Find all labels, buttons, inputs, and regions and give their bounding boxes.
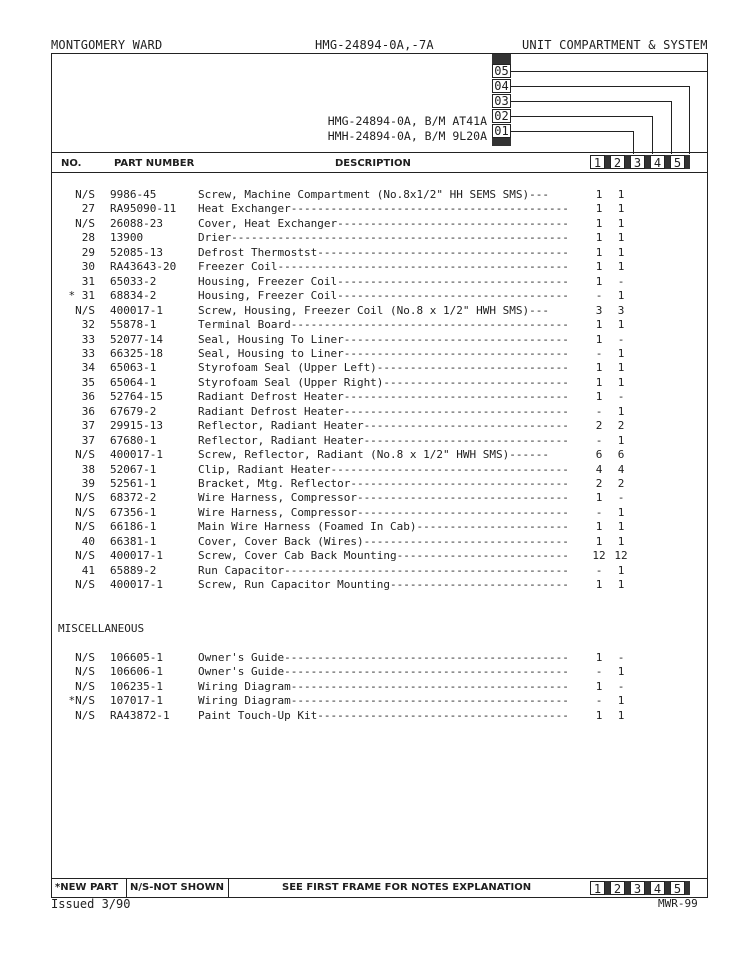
table-row xyxy=(52,506,707,521)
qty-col-1: 4 xyxy=(595,462,603,476)
misc-section-title: MISCELLANEOUS xyxy=(58,622,145,635)
description: Defrost Thermostst-------------------------------------- xyxy=(198,245,569,259)
table-row xyxy=(52,246,707,261)
qty-col-1: 12 xyxy=(592,549,606,563)
table-row xyxy=(52,709,707,724)
table-row xyxy=(52,520,707,535)
description: Reflector, Radiant Heater------------------------------- xyxy=(198,433,569,447)
column-header-description: DESCRIPTION xyxy=(335,158,411,169)
table-row xyxy=(52,491,707,506)
table-row xyxy=(52,419,707,434)
qty-col-1: 1 xyxy=(595,520,603,534)
part-number: 13900 xyxy=(110,231,144,245)
qty-col-2: 1 xyxy=(617,505,625,519)
item-number: N/S xyxy=(75,549,95,563)
part-number: 66186-1 xyxy=(110,520,157,534)
table-row xyxy=(52,260,707,275)
item-number: 39 xyxy=(81,477,95,490)
divider xyxy=(126,879,127,898)
table-row xyxy=(52,405,707,420)
item-number: N/S xyxy=(75,505,95,519)
part-number: 65033-2 xyxy=(110,274,157,288)
notes-explanation: SEE FIRST FRAME FOR NOTES EXPLANATION xyxy=(282,882,532,893)
qty-column-5: 5 xyxy=(670,881,685,895)
qty-col-2: 1 xyxy=(617,534,625,548)
qty-col-2: 12 xyxy=(614,549,628,563)
description: Wire Harness, Compressor-------------------------------- xyxy=(198,491,569,505)
description: Styrofoam Seal (Upper Right)---------------------------- xyxy=(198,375,569,389)
qty-column-4: 4 xyxy=(650,881,665,895)
item-number: N/S xyxy=(75,651,95,664)
description: Housing, Freezer Coil----------------------------------- xyxy=(198,289,569,303)
description: Wiring Diagram------------------------------------------ xyxy=(198,694,569,708)
description: Seal, Housing to Liner---------------------------------- xyxy=(198,346,569,360)
item-number: * 31 xyxy=(68,289,95,303)
part-number: 68834-2 xyxy=(110,289,157,303)
column-header-no: NO. xyxy=(61,158,82,169)
table-row xyxy=(52,651,707,666)
qty-col-1: - xyxy=(595,505,603,519)
description: Radiant Defrost Heater---------------------------------- xyxy=(198,390,569,404)
description: Paint Touch-Up Kit-------------------------------------- xyxy=(198,708,569,722)
description: Screw, Cover Cab Back Mounting-------------------------- xyxy=(198,549,569,563)
table-row xyxy=(52,535,707,550)
model-code-box: 02 xyxy=(492,109,511,123)
table-row xyxy=(52,333,707,348)
leader-line xyxy=(689,86,690,154)
item-number: N/S xyxy=(75,216,95,230)
qty-col-2: 2 xyxy=(617,477,625,490)
item-number: N/S xyxy=(75,679,95,693)
description: Bracket, Mtg. Reflector--------------------------------- xyxy=(198,477,569,490)
table-row xyxy=(52,549,707,564)
part-number: 400017-1 xyxy=(110,549,163,563)
model-code-box: 03 xyxy=(492,94,511,108)
item-number: 38 xyxy=(81,462,95,476)
description: Screw, Run Capacitor Mounting--------------------------- xyxy=(198,578,569,592)
qty-column-3: 3 xyxy=(630,155,645,169)
qty-col-2: 1 xyxy=(617,708,625,722)
qty-col-2: 1 xyxy=(617,188,625,201)
table-row xyxy=(52,289,707,304)
part-number: 106605-1 xyxy=(110,651,163,664)
qty-col-2: 1 xyxy=(617,231,625,245)
table-row xyxy=(52,188,707,203)
table-row xyxy=(52,564,707,579)
parts-list-frame xyxy=(51,53,708,898)
qty-col-1: 1 xyxy=(595,188,603,201)
item-number: N/S xyxy=(75,708,95,722)
description: Styrofoam Seal (Upper Left)----------------------------- xyxy=(198,361,569,375)
part-number: RA43643-20 xyxy=(110,260,177,274)
item-number: N/S xyxy=(75,520,95,534)
black-marker xyxy=(492,54,511,64)
part-number: 67680-1 xyxy=(110,433,157,447)
table-row xyxy=(52,275,707,290)
table-row xyxy=(52,578,707,593)
qty-col-1: - xyxy=(595,289,603,303)
item-number: 31 xyxy=(81,274,95,288)
description: Seal, Housing To Liner---------------------------------- xyxy=(198,332,569,346)
description: Cover, Heat Exchanger----------------------------------- xyxy=(198,216,569,230)
item-number: 33 xyxy=(81,346,95,360)
qty-col-1: 1 xyxy=(595,361,603,375)
qty-col-1: - xyxy=(595,404,603,418)
part-number: 65889-2 xyxy=(110,563,157,577)
model-code-box: 01 xyxy=(492,124,511,138)
brand-header: MONTGOMERY WARD xyxy=(51,38,163,52)
description: Screw, Machine Compartment (No.8x1/2" HH SEMS SMS)--- xyxy=(198,188,549,201)
qty-col-1: 1 xyxy=(595,491,603,505)
qty-column-2: 2 xyxy=(610,155,625,169)
part-number: RA43872-1 xyxy=(110,708,170,722)
qty-col-2: - xyxy=(617,274,625,288)
qty-col-1: - xyxy=(595,694,603,708)
qty-col-1: 1 xyxy=(595,318,603,332)
qty-col-1: 1 xyxy=(595,708,603,722)
qty-col-1: 1 xyxy=(595,332,603,346)
qty-col-2: 1 xyxy=(617,202,625,216)
part-number: 29915-13 xyxy=(110,419,163,433)
item-number: 37 xyxy=(81,419,95,433)
qty-col-2: 1 xyxy=(617,245,625,259)
qty-col-2: 1 xyxy=(617,346,625,360)
section-title: UNIT COMPARTMENT & SYSTEM xyxy=(522,38,708,52)
qty-col-1: 1 xyxy=(595,245,603,259)
qty-column-5: 5 xyxy=(670,155,685,169)
item-number: 37 xyxy=(81,433,95,447)
black-marker xyxy=(685,881,690,895)
qty-col-2: 3 xyxy=(617,303,625,317)
item-number: 30 xyxy=(81,260,95,274)
part-number: 106606-1 xyxy=(110,665,163,679)
qty-col-2: 2 xyxy=(617,419,625,433)
description: Screw, Reflector, Radiant (No.8 x 1/2" HWH SMS)------ xyxy=(198,448,549,462)
description: Wire Harness, Compressor-------------------------------- xyxy=(198,505,569,519)
page-number: MWR-99 xyxy=(658,897,698,910)
part-number: 68372-2 xyxy=(110,491,157,505)
qty-col-1: 1 xyxy=(595,578,603,592)
qty-col-2: 6 xyxy=(617,448,625,462)
leader-line xyxy=(652,116,653,154)
part-number: 66325-18 xyxy=(110,346,163,360)
qty-col-1: - xyxy=(595,433,603,447)
divider xyxy=(52,152,707,153)
item-number: N/S xyxy=(75,448,95,462)
black-marker xyxy=(685,155,690,169)
qty-col-2: - xyxy=(617,491,625,505)
item-number: 33 xyxy=(81,332,95,346)
leader-line xyxy=(511,131,633,132)
description: Cover, Cover Back (Wires)------------------------------- xyxy=(198,534,569,548)
table-row xyxy=(52,448,707,463)
black-marker xyxy=(492,138,511,146)
table-row xyxy=(52,347,707,362)
qty-col-2: 1 xyxy=(617,404,625,418)
qty-col-1: 1 xyxy=(595,679,603,693)
qty-column-1: 1 xyxy=(590,881,605,895)
description: Owner's Guide------------------------------------------- xyxy=(198,651,569,664)
leader-line xyxy=(671,101,672,154)
qty-col-1: 1 xyxy=(595,260,603,274)
table-row xyxy=(52,680,707,695)
qty-col-2: 1 xyxy=(617,289,625,303)
qty-col-1: 1 xyxy=(595,534,603,548)
qty-col-2: 1 xyxy=(617,433,625,447)
divider xyxy=(52,172,707,173)
table-row xyxy=(52,376,707,391)
qty-col-1: 1 xyxy=(595,375,603,389)
model-code-box: 04 xyxy=(492,79,511,93)
item-number: 28 xyxy=(81,231,95,245)
description: Radiant Defrost Heater---------------------------------- xyxy=(198,404,569,418)
leader-line xyxy=(511,71,708,72)
leader-line xyxy=(511,101,671,102)
qty-col-2: - xyxy=(617,651,625,664)
leader-line xyxy=(707,71,708,154)
qty-col-1: - xyxy=(595,665,603,679)
model-code-box: 05 xyxy=(492,64,511,78)
qty-col-2: - xyxy=(617,390,625,404)
table-row xyxy=(52,434,707,449)
leader-line xyxy=(633,131,634,154)
part-number: 107017-1 xyxy=(110,694,163,708)
qty-col-1: 6 xyxy=(595,448,603,462)
item-number: 27 xyxy=(81,202,95,216)
qty-col-1: 1 xyxy=(595,274,603,288)
item-number: N/S xyxy=(75,188,95,201)
qty-col-2: 1 xyxy=(617,563,625,577)
divider xyxy=(228,879,229,898)
item-number: 35 xyxy=(81,375,95,389)
part-number: RA95090-11 xyxy=(110,202,177,216)
table-row xyxy=(52,318,707,333)
table-row xyxy=(52,361,707,376)
qty-col-1: 1 xyxy=(595,216,603,230)
qty-col-2: 1 xyxy=(617,260,625,274)
item-number: 41 xyxy=(81,563,95,577)
table-row xyxy=(52,463,707,478)
column-header-part-number: PART NUMBER xyxy=(114,158,195,169)
item-number: 29 xyxy=(81,245,95,259)
description: Screw, Housing, Freezer Coil (No.8 x 1/2" HWH SMS)--- xyxy=(198,303,549,317)
qty-column-4: 4 xyxy=(650,155,665,169)
qty-col-2: - xyxy=(617,679,625,693)
new-part-legend: *NEW PART xyxy=(55,882,119,893)
qty-column-1: 1 xyxy=(590,155,605,169)
not-shown-legend: N/S-NOT SHOWN xyxy=(130,882,225,893)
item-number: N/S xyxy=(75,491,95,505)
qty-col-2: 1 xyxy=(617,520,625,534)
qty-col-2: 1 xyxy=(617,361,625,375)
qty-col-1: 1 xyxy=(595,390,603,404)
item-number: 32 xyxy=(81,318,95,332)
item-number: N/S xyxy=(75,303,95,317)
part-number: 9986-45 xyxy=(110,188,157,201)
qty-col-1: 1 xyxy=(595,231,603,245)
item-number: 36 xyxy=(81,404,95,418)
item-number: 34 xyxy=(81,361,95,375)
issued-date: Issued 3/90 xyxy=(51,897,131,911)
qty-col-1: 3 xyxy=(595,303,603,317)
part-number: 52067-1 xyxy=(110,462,157,476)
part-number: 65064-1 xyxy=(110,375,157,389)
description: Clip, Radiant Heater------------------------------------ xyxy=(198,462,569,476)
table-row xyxy=(52,202,707,217)
leader-line xyxy=(511,86,689,87)
table-row xyxy=(52,231,707,246)
item-number: N/S xyxy=(75,665,95,679)
qty-column-2: 2 xyxy=(610,881,625,895)
qty-col-1: 1 xyxy=(595,651,603,664)
part-number: 106235-1 xyxy=(110,679,163,693)
description: Reflector, Radiant Heater------------------------------- xyxy=(198,419,569,433)
qty-col-1: - xyxy=(595,346,603,360)
item-number: *N/S xyxy=(68,694,95,708)
table-row xyxy=(52,694,707,709)
description: Owner's Guide------------------------------------------- xyxy=(198,665,569,679)
part-number: 400017-1 xyxy=(110,578,163,592)
model-number-header: HMG-24894-0A,-7A xyxy=(315,38,434,52)
table-row xyxy=(52,477,707,492)
part-number: 66381-1 xyxy=(110,534,157,548)
qty-col-2: 1 xyxy=(617,375,625,389)
description: Drier--------------------------------------------------- xyxy=(198,231,569,245)
table-row xyxy=(52,665,707,680)
description: Freezer Coil-------------------------------------------- xyxy=(198,260,569,274)
description: Main Wire Harness (Foamed In Cab)----------------------- xyxy=(198,520,569,534)
qty-col-2: - xyxy=(617,332,625,346)
part-number: 400017-1 xyxy=(110,448,163,462)
table-row xyxy=(52,304,707,319)
qty-col-1: 2 xyxy=(595,419,603,433)
table-row xyxy=(52,217,707,232)
item-number: 40 xyxy=(81,534,95,548)
part-number: 67356-1 xyxy=(110,505,157,519)
part-number: 52085-13 xyxy=(110,245,163,259)
qty-col-2: 1 xyxy=(617,318,625,332)
description: Terminal Board------------------------------------------ xyxy=(198,318,569,332)
part-number: 52764-15 xyxy=(110,390,163,404)
part-number: 55878-1 xyxy=(110,318,157,332)
qty-col-1: 1 xyxy=(595,202,603,216)
qty-column-3: 3 xyxy=(630,881,645,895)
model-line: HMG-24894-0A, B/M AT41A xyxy=(327,114,487,128)
description: Run Capacitor------------------------------------------- xyxy=(198,563,569,577)
part-number: 67679-2 xyxy=(110,404,157,418)
description: Wiring Diagram------------------------------------------ xyxy=(198,679,569,693)
leader-line xyxy=(511,116,652,117)
qty-col-2: 1 xyxy=(617,216,625,230)
qty-col-2: 1 xyxy=(617,665,625,679)
item-number: N/S xyxy=(75,578,95,592)
qty-col-2: 1 xyxy=(617,694,625,708)
part-number: 52077-14 xyxy=(110,332,163,346)
table-row xyxy=(52,390,707,405)
part-number: 65063-1 xyxy=(110,361,157,375)
description: Housing, Freezer Coil----------------------------------- xyxy=(198,274,569,288)
qty-col-2: 1 xyxy=(617,578,625,592)
part-number: 52561-1 xyxy=(110,477,157,490)
item-number: 36 xyxy=(81,390,95,404)
description: Heat Exchanger------------------------------------------ xyxy=(198,202,569,216)
qty-col-1: 2 xyxy=(595,477,603,490)
qty-col-2: 4 xyxy=(617,462,625,476)
qty-col-1: - xyxy=(595,563,603,577)
part-number: 400017-1 xyxy=(110,303,163,317)
part-number: 26088-23 xyxy=(110,216,163,230)
footer-band xyxy=(52,879,707,898)
model-line: HMH-24894-0A, B/M 9L20A xyxy=(327,129,487,143)
